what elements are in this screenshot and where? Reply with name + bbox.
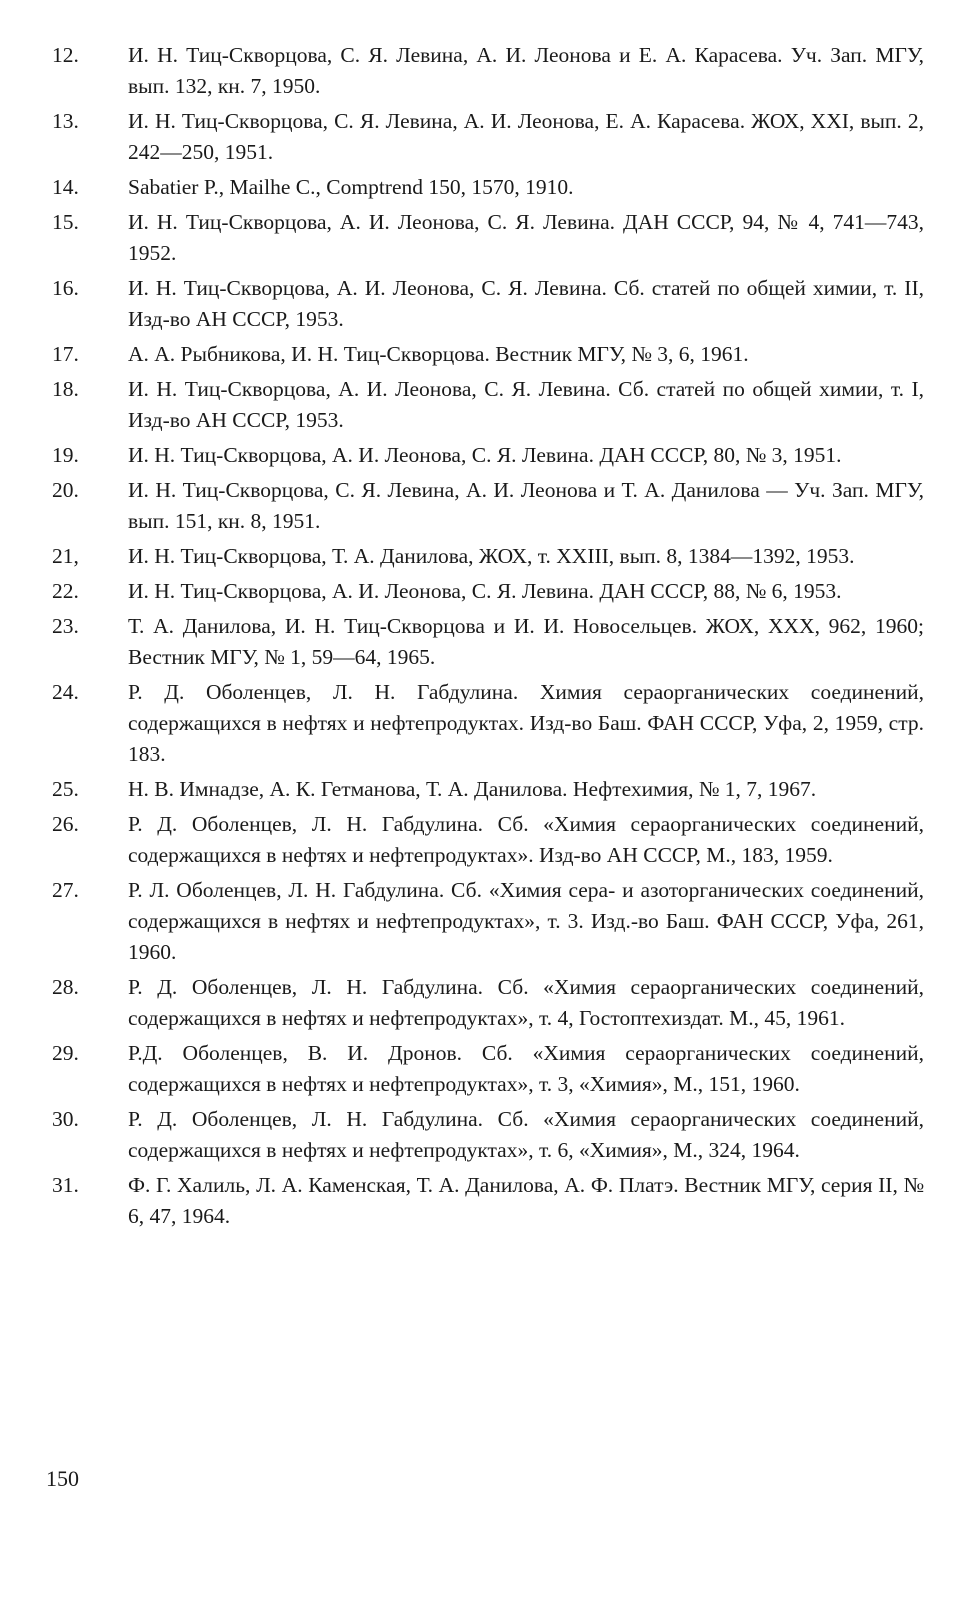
reference-text: И. Н. Тиц-Скворцова, А. И. Леонова, С. Я. Левина. ДАН СССР, 88, № 6, 1953.: [128, 579, 842, 603]
reference-number: 16.: [52, 276, 79, 300]
reference-text: Р. Д. Оболенцев, Л. Н. Габдулина. Сб. «Химия сераорганических соединений, содержащихся в нефтях и нефтепродуктах», т. 4, Гостоптехиздат. М., 45, 1961.: [128, 975, 924, 1030]
reference-number: 30.: [52, 1107, 79, 1131]
reference-number: 28.: [52, 975, 79, 999]
reference-text: И. Н. Тиц-Скворцова, С. Я. Левина, А. И. Леонова и Е. А. Карасева. Уч. Зап. МГУ, вып. 132, кн. 7, 1950.: [128, 43, 924, 98]
reference-list: [52, 40, 924, 1236]
reference-number: 22.: [52, 579, 79, 603]
reference-text: И. Н. Тиц-Скворцова, С. Я. Левина, А. И. Леонова и Т. А. Данилова — Уч. Зап. МГУ, вып. 151, кн. 8, 1951.: [128, 478, 924, 533]
reference-item: [52, 106, 924, 168]
reference-item: [52, 972, 924, 1034]
reference-item: [52, 576, 924, 607]
reference-number: 17.: [52, 342, 79, 366]
reference-number: 14.: [52, 175, 79, 199]
reference-item: [52, 774, 924, 805]
reference-number: 27.: [52, 878, 79, 902]
reference-text: Р. Л. Оболенцев, Л. Н. Габдулина. Сб. «Химия сера- и азоторганических соединений, содержащихся в нефтях и нефтепродуктах», т. 3. Изд.-во Баш. ФАН СССР, Уфа, 261, 1960.: [128, 878, 924, 964]
reference-text: Sabatier P., Mailhe C., Comptrend 150, 1570, 1910.: [128, 175, 574, 199]
reference-text: А. А. Рыбникова, И. Н. Тиц-Скворцова. Вестник МГУ, № 3, 6, 1961.: [128, 342, 749, 366]
reference-item: [52, 1104, 924, 1166]
reference-number: 23.: [52, 614, 79, 638]
reference-item: [52, 207, 924, 269]
reference-number: 25.: [52, 777, 79, 801]
reference-number: 31.: [52, 1173, 79, 1197]
reference-text: И. Н. Тиц-Скворцова, Т. А. Данилова, ЖОХ, т. XXIII, вып. 8, 1384—1392, 1953.: [128, 544, 855, 568]
reference-number: 29.: [52, 1041, 79, 1065]
reference-text: Р. Д. Оболенцев, Л. Н. Габдулина. Сб. «Химия сераорганических соединений, содержащихся в нефтях и нефтепродуктах», т. 6, «Химия», М., 324, 1964.: [128, 1107, 924, 1162]
reference-text: Ф. Г. Халиль, Л. А. Каменская, Т. А. Данилова, А. Ф. Платэ. Вестник МГУ, серия II, № 6, 47, 1964.: [128, 1173, 924, 1228]
reference-text: Р. Д. Оболенцев, Л. Н. Габдулина. Сб. «Химия сераорганических соединений, содержащихся в нефтях и нефтепродуктах». Изд-во АН СССР, М., 183, 1959.: [128, 812, 924, 867]
reference-item: [52, 273, 924, 335]
reference-item: [52, 1038, 924, 1100]
reference-item: [52, 339, 924, 370]
reference-item: [52, 541, 924, 572]
reference-number: 13.: [52, 109, 79, 133]
reference-item: [52, 40, 924, 102]
reference-text: И. Н. Тиц-Скворцова, А. И. Леонова, С. Я. Левина. Сб. статей по общей химии, т. II, Изд-во АН СССР, 1953.: [128, 276, 924, 331]
reference-item: [52, 611, 924, 673]
reference-text: И. Н. Тиц-Скворцова, С. Я. Левина, А. И. Леонова, Е. А. Карасева. ЖОХ, XXI, вып. 2, 242—250, 1951.: [128, 109, 924, 164]
reference-text: И. Н. Тиц-Скворцова, А. И. Леонова, С. Я. Левина. ДАН СССР, 80, № 3, 1951.: [128, 443, 842, 467]
reference-text: Н. В. Имнадзе, А. К. Гетманова, Т. А. Данилова. Нефтехимия, № 1, 7, 1967.: [128, 777, 817, 801]
reference-number: 12.: [52, 43, 79, 67]
reference-number: 15.: [52, 210, 79, 234]
reference-item: [52, 172, 924, 203]
reference-number: 19.: [52, 443, 79, 467]
reference-item: [52, 374, 924, 436]
reference-text: И. Н. Тиц-Скворцова, А. И. Леонова, С. Я. Левина. Сб. статей по общей химии, т. I, Изд-во АН СССР, 1953.: [128, 377, 924, 432]
reference-item: [52, 1170, 924, 1232]
reference-item: [52, 875, 924, 968]
reference-item: [52, 809, 924, 871]
reference-item: [52, 440, 924, 471]
reference-number: 20.: [52, 478, 79, 502]
reference-number: 26.: [52, 812, 79, 836]
reference-number: 18.: [52, 377, 79, 401]
reference-text: Р.Д. Оболенцев, В. И. Дронов. Сб. «Химия сераорганических соединений, содержащихся в нефтях и нефтепродуктах», т. 3, «Химия», М., 151, 1960.: [128, 1041, 924, 1096]
reference-text: Т. А. Данилова, И. Н. Тиц-Скворцова и И. И. Новосельцев. ЖОХ, XXX, 962, 1960; Вестник МГУ, № 1, 59—64, 1965.: [128, 614, 924, 669]
reference-number: 24.: [52, 680, 79, 704]
page-number: 150: [46, 1466, 79, 1491]
reference-text: И. Н. Тиц-Скворцова, А. И. Леонова, С. Я. Левина. ДАН СССР, 94, № 4, 741—743, 1952.: [128, 210, 924, 265]
reference-item: [52, 677, 924, 770]
reference-item: [52, 475, 924, 537]
reference-number: 21,: [52, 544, 79, 568]
reference-text: Р. Д. Оболенцев, Л. Н. Габдулина. Химия сераорганических соединений, содержащихся в нефтях и нефтепродуктах. Изд-во Баш. ФАН СССР, Уфа, 2, 1959, стр. 183.: [128, 680, 924, 766]
